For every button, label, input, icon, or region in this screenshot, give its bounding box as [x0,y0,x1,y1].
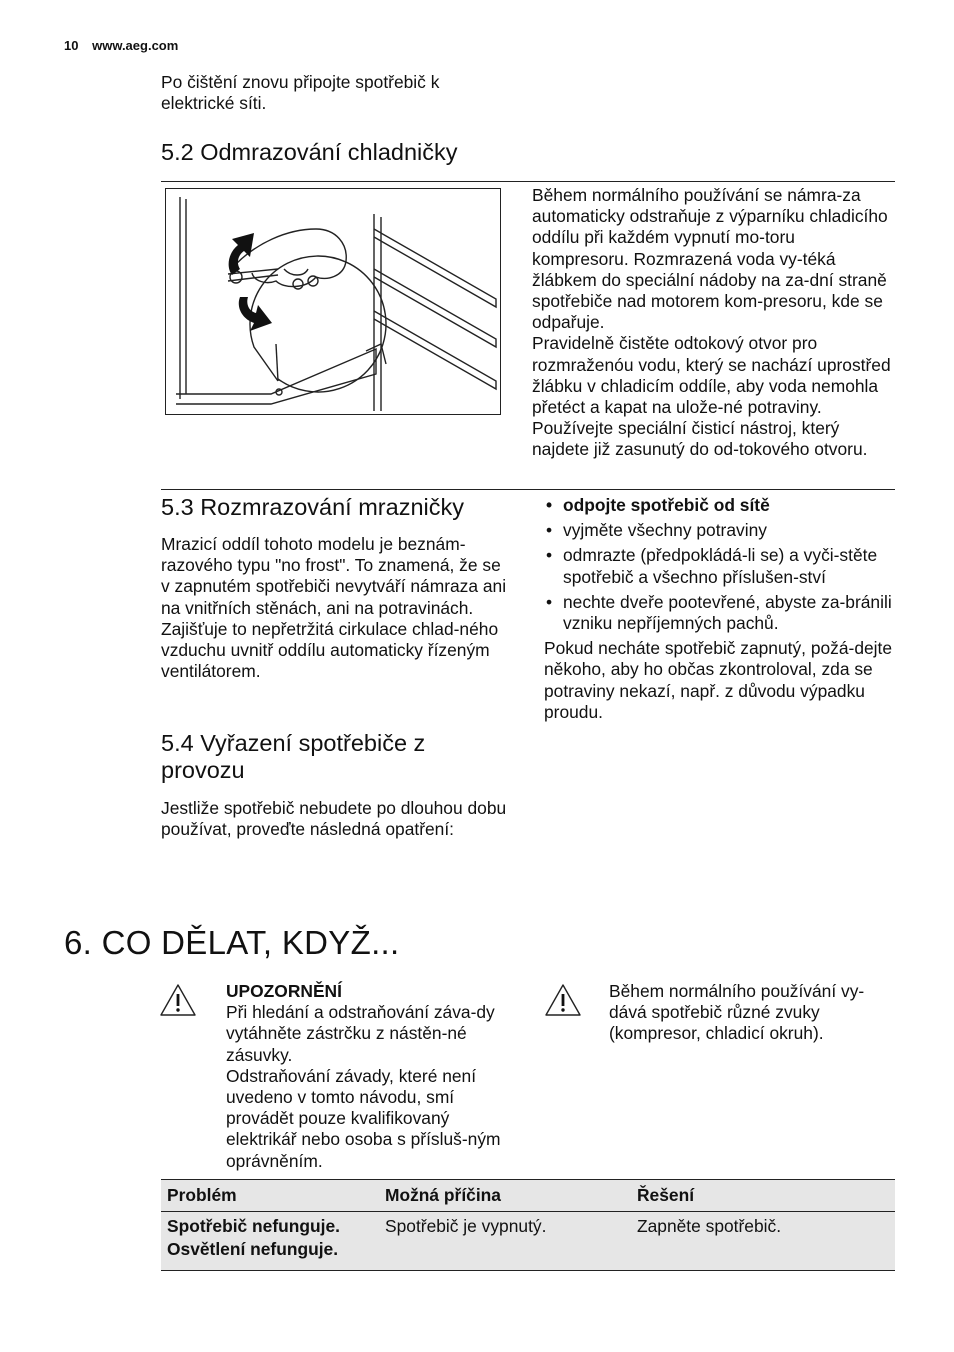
warning-icon [544,983,582,1022]
page-number: 10 [64,38,79,53]
list-item: • odmrazte (předpokládá-li se) a vyči-stěte spotřebič a všechno příslušen-ství [544,545,896,587]
warning-text-2: Odstraňování závady, které není uvedeno v tomto návodu, smí provádět pouze kvalifikovaný elektrikář nebo osoba s přísluš-ným oprávněním. [226,1065,501,1171]
table-header-row [161,1180,895,1212]
chapter-number: 6. [64,924,93,961]
section-rule [161,181,895,182]
after-bullets-text: Pokud necháte spotřebič zapnutý, požá-dejte někoho, aby ho občas zkontroloval, zda se potraviny nekazí, např. z důvodu výpadku proudu. [544,638,893,722]
note-text: Během normálního používání vy-dává spotřebič různé zvuky (kompresor, chladicí okruh). [609,981,865,1044]
column-header-solution: Řešení [631,1180,895,1212]
section-title: Odmrazování chladničky [200,139,458,165]
chapter-title: CO DĚLAT, KDYŽ... [101,924,400,961]
list-item: • nechte dveře pootevřené, abyste za-bránili vzniku nepříjemných pachů. [544,592,896,634]
defrost-paragraph-2: Pravidelně čistěte odtokový otvor pro rozmraženóu vodu, který se nachází uprostřed žlábku v chladicím oddíle, aby voda nemohla přetéct a kapat na ulože-né potraviny. Používejte speciální čisticí nástroj, který najdete již zasunutý do od-tokového otvoru. [532,333,891,460]
chapter-6-heading [64,924,399,962]
solution-cell: Zapněte spotřebič. [631,1212,895,1271]
warning-label: UPOZORNĚNÍ [226,981,342,1001]
problem-line: Osvětlení nefunguje. [167,1239,339,1259]
bullet-list [544,495,896,634]
troubleshooting-table [161,1179,895,1271]
page-header [64,38,178,53]
section-number: 5.3 [161,494,194,520]
table-row [161,1212,895,1271]
site-url: www.aeg.com [92,38,179,53]
warning-icon [159,983,197,1022]
cause-cell: Spotřebič je vypnutý. [379,1212,631,1271]
section-title: Vyřazení spotřebiče z [200,730,426,756]
list-item: • odpojte spotřebič od sítě [544,495,896,516]
list-item: • vyjměte všechny potraviny [544,520,896,541]
warning-block [226,981,516,1172]
section-5-2-text [532,185,894,461]
section-5-4-text: Jestliže spotřebič nebudete po dlouhou dobu používat, proveďte následná opatření: [161,798,507,840]
section-title-cont: provozu [161,757,245,783]
freezer-paragraph-1: Mrazicí oddíl tohoto modelu je beznám-razového typu "no frost". To znamená, že se v zapnutém spotřebiči nevytváří námraza ani na vnitřních stěnách, ani na potravinách. [161,534,507,618]
warning-text-1: Při hledání a odstraňování záva-dy vytáhněte zástrčku z nástěn-né zásuvky. [226,1002,495,1065]
section-title: Rozmrazování mrazničky [200,494,464,520]
problem-line: Spotřebič nefunguje. [167,1216,340,1236]
section-5-3-text [161,534,511,682]
freezer-paragraph-2: Zajišťuje to nepřetržitá cirkulace chlad-ného vzduchu uvnitř oddílu automaticky řízeným ventilátorem. [161,618,499,682]
defrost-paragraph-1: Během normálního používání se námra-za automaticky odstraňuje z výparníku chladicího oddílu při každém vypnutí mo-toru kompresoru. Rozmrazená voda vy-téká žlábkem do speciální nádoby na za-dní straně spotřebiče nad motorem kom-presoru, kde se odpařuje. [532,185,888,333]
section-5-3-heading [161,494,464,521]
section-5-4-heading [161,730,425,784]
problem-cell [161,1212,379,1271]
defrost-drain-illustration [165,188,501,415]
column-header-problem: Problém [161,1180,379,1212]
column-header-cause: Možná příčina [379,1180,631,1212]
section-rule [161,489,895,490]
storage-steps [544,495,896,723]
section-5-2-heading [161,139,458,166]
section-number: 5.2 [161,139,194,165]
fridge-drain-drawing [166,189,500,414]
intro-text: Po čištění znovu připojte spotřebič k elektrické síti. [161,72,440,114]
section-number: 5.4 [161,730,194,756]
